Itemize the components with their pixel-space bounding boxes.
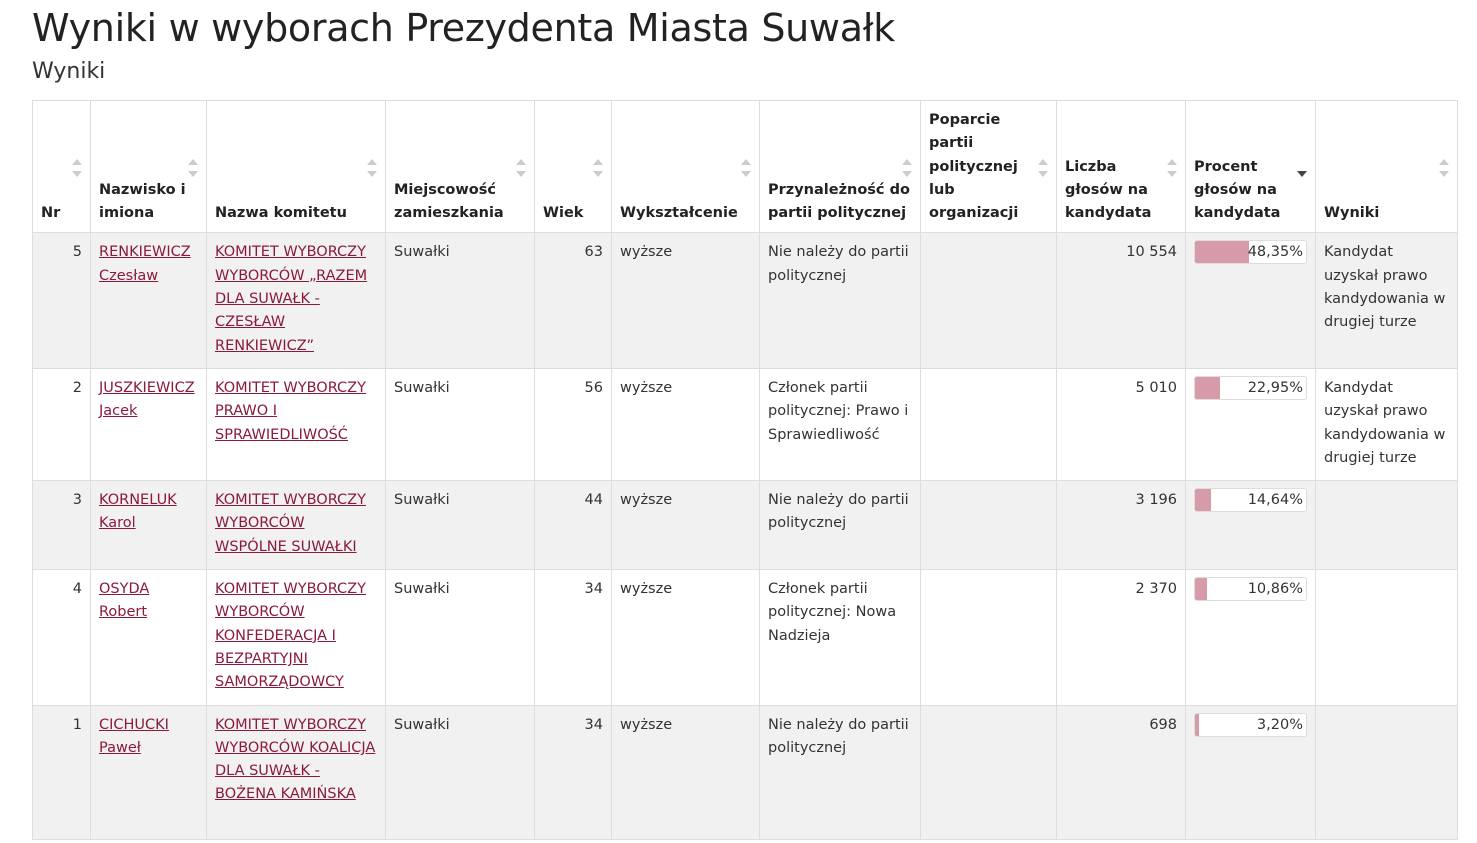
- column-header-party[interactable]: [760, 101, 921, 233]
- cell-result: [1316, 570, 1458, 705]
- percent-bar: [1194, 376, 1307, 400]
- cell-nr: 4: [33, 570, 91, 705]
- cell-votes: 10 554: [1057, 233, 1186, 368]
- committee-link[interactable]: KOMITET WYBORCZY PRAWO I SPRAWIEDLIWOŚĆ: [215, 379, 366, 443]
- cell-name: [91, 570, 207, 705]
- cell-residence: Suwałki: [386, 705, 535, 839]
- cell-result: [1316, 705, 1458, 839]
- percent-bar-fill: [1195, 578, 1207, 600]
- column-header-residence[interactable]: [386, 101, 535, 233]
- cell-party: Nie należy do partii politycznej: [760, 481, 921, 570]
- percent-bar: [1194, 240, 1307, 264]
- cell-percent: [1186, 233, 1316, 368]
- page-title: Wyniki w wyborach Prezydenta Miasta Suwałk: [32, 6, 895, 50]
- column-header-label: Liczba głosów na kandydata: [1065, 158, 1152, 222]
- cell-education: wyższe: [612, 233, 760, 368]
- percent-bar-fill: [1195, 377, 1220, 399]
- percent-bar: [1194, 488, 1307, 512]
- committee-link[interactable]: KOMITET WYBORCZY WYBORCÓW WSPÓLNE SUWAŁKI: [215, 492, 366, 555]
- sort-icon: [593, 159, 603, 177]
- percent-value: 3,20%: [1256, 716, 1303, 733]
- cell-percent: [1186, 481, 1316, 570]
- column-header-age[interactable]: [535, 101, 612, 233]
- cell-party: Członek partii politycznej: Prawo i Sprawiedliwość: [760, 368, 921, 480]
- results-table: [32, 100, 1458, 840]
- column-header-label: Nr: [41, 205, 61, 222]
- cell-residence: Suwałki: [386, 570, 535, 705]
- percent-value: 22,95%: [1247, 379, 1303, 396]
- cell-age: 63: [535, 233, 612, 368]
- column-header-label: Przynależność do partii politycznej: [768, 181, 910, 222]
- cell-age: 34: [535, 570, 612, 705]
- cell-party: Nie należy do partii politycznej: [760, 705, 921, 839]
- column-header-education[interactable]: [612, 101, 760, 233]
- sort-icon: [188, 159, 198, 177]
- cell-residence: Suwałki: [386, 481, 535, 570]
- table-header-row: [33, 101, 1458, 233]
- sort-icon: [902, 159, 912, 177]
- cell-party: Członek partii politycznej: Nowa Nadzieja: [760, 570, 921, 705]
- cell-committee: [207, 570, 386, 705]
- sort-icon: [367, 159, 377, 177]
- percent-bar-fill: [1195, 241, 1249, 263]
- cell-support: [921, 705, 1057, 839]
- cell-percent: [1186, 705, 1316, 839]
- cell-party: Nie należy do partii politycznej: [760, 233, 921, 368]
- cell-result: Kandydat uzyskał prawo kandydowania w drugiej turze: [1316, 233, 1458, 368]
- percent-value: 14,64%: [1247, 492, 1303, 509]
- column-header-label: Wiek: [543, 205, 584, 222]
- candidate-name-link[interactable]: CICHUCKI Paweł: [99, 716, 169, 756]
- cell-committee: [207, 481, 386, 570]
- committee-link[interactable]: KOMITET WYBORCZY WYBORCÓW KONFEDERACJA I BEZPARTYJNI SAMORZĄDOWCY: [215, 581, 366, 691]
- sort-icon: [72, 159, 82, 177]
- cell-percent: [1186, 368, 1316, 480]
- sort-icon: [741, 159, 751, 177]
- column-header-name[interactable]: [91, 101, 207, 233]
- cell-votes: 3 196: [1057, 481, 1186, 570]
- candidate-name-link[interactable]: RENKIEWICZ Czesław: [99, 244, 191, 284]
- cell-residence: Suwałki: [386, 233, 535, 368]
- cell-name: [91, 481, 207, 570]
- percent-value: 48,35%: [1247, 244, 1303, 261]
- column-header-label: Miejscowość zamieszkania: [394, 181, 504, 222]
- column-header-nr[interactable]: [33, 101, 91, 233]
- cell-committee: [207, 705, 386, 839]
- percent-bar-fill: [1195, 714, 1199, 736]
- percent-bar: [1194, 577, 1307, 601]
- cell-name: [91, 705, 207, 839]
- cell-age: 34: [535, 705, 612, 839]
- cell-education: wyższe: [612, 705, 760, 839]
- table-row: [33, 570, 1458, 705]
- committee-link[interactable]: KOMITET WYBORCZY WYBORCÓW KOALICJA DLA SUWAŁK - BOŻENA KAMIŃSKA: [215, 716, 376, 803]
- cell-nr: 3: [33, 481, 91, 570]
- column-header-committee[interactable]: [207, 101, 386, 233]
- cell-nr: 5: [33, 233, 91, 368]
- column-header-label: Nazwisko i imiona: [99, 181, 186, 222]
- percent-bar-fill: [1195, 489, 1211, 511]
- cell-age: 56: [535, 368, 612, 480]
- sort-icon: [1167, 159, 1177, 177]
- column-header-label: Poparcie partii politycznej lub organizacji: [929, 112, 1019, 222]
- percent-bar: [1194, 713, 1307, 737]
- cell-support: [921, 481, 1057, 570]
- cell-percent: [1186, 570, 1316, 705]
- column-header-label: Wykształcenie: [620, 205, 738, 222]
- sort-descending-icon: [1297, 159, 1307, 177]
- cell-age: 44: [535, 481, 612, 570]
- cell-support: [921, 233, 1057, 368]
- cell-votes: 5 010: [1057, 368, 1186, 480]
- cell-support: [921, 368, 1057, 480]
- column-header-label: Procent głosów na kandydata: [1194, 158, 1281, 222]
- cell-nr: 2: [33, 368, 91, 480]
- table-row: [33, 705, 1458, 839]
- cell-result: [1316, 481, 1458, 570]
- cell-result: Kandydat uzyskał prawo kandydowania w drugiej turze: [1316, 368, 1458, 480]
- page-subtitle: Wyniki: [32, 59, 106, 84]
- column-header-votes[interactable]: [1057, 101, 1186, 233]
- cell-education: wyższe: [612, 481, 760, 570]
- cell-support: [921, 570, 1057, 705]
- sort-icon: [516, 159, 526, 177]
- column-header-label: Nazwa komitetu: [215, 205, 347, 222]
- cell-name: [91, 368, 207, 480]
- committee-link[interactable]: KOMITET WYBORCZY WYBORCÓW „RAZEM DLA SUWAŁK - CZESŁAW RENKIEWICZ”: [215, 244, 368, 354]
- cell-committee: [207, 233, 386, 368]
- candidate-name-link[interactable]: OSYDA Robert: [99, 581, 150, 621]
- candidate-name-link[interactable]: KORNELUK Karol: [99, 492, 177, 532]
- column-header-percent[interactable]: [1186, 101, 1316, 233]
- sort-icon: [1439, 159, 1449, 177]
- candidate-name-link[interactable]: JUSZKIEWICZ Jacek: [99, 379, 195, 420]
- column-header-label: Wyniki: [1324, 205, 1380, 222]
- cell-votes: 2 370: [1057, 570, 1186, 705]
- cell-nr: 1: [33, 705, 91, 839]
- cell-residence: Suwałki: [386, 368, 535, 480]
- cell-name: [91, 233, 207, 368]
- cell-education: wyższe: [612, 368, 760, 480]
- cell-education: wyższe: [612, 570, 760, 705]
- table-row: [33, 481, 1458, 570]
- table-row: [33, 233, 1458, 368]
- cell-votes: 698: [1057, 705, 1186, 839]
- percent-value: 10,86%: [1247, 581, 1303, 598]
- sort-icon: [1038, 159, 1048, 177]
- column-header-result[interactable]: [1316, 101, 1458, 233]
- table-row: [33, 368, 1458, 480]
- column-header-support[interactable]: [921, 101, 1057, 233]
- cell-committee: [207, 368, 386, 480]
